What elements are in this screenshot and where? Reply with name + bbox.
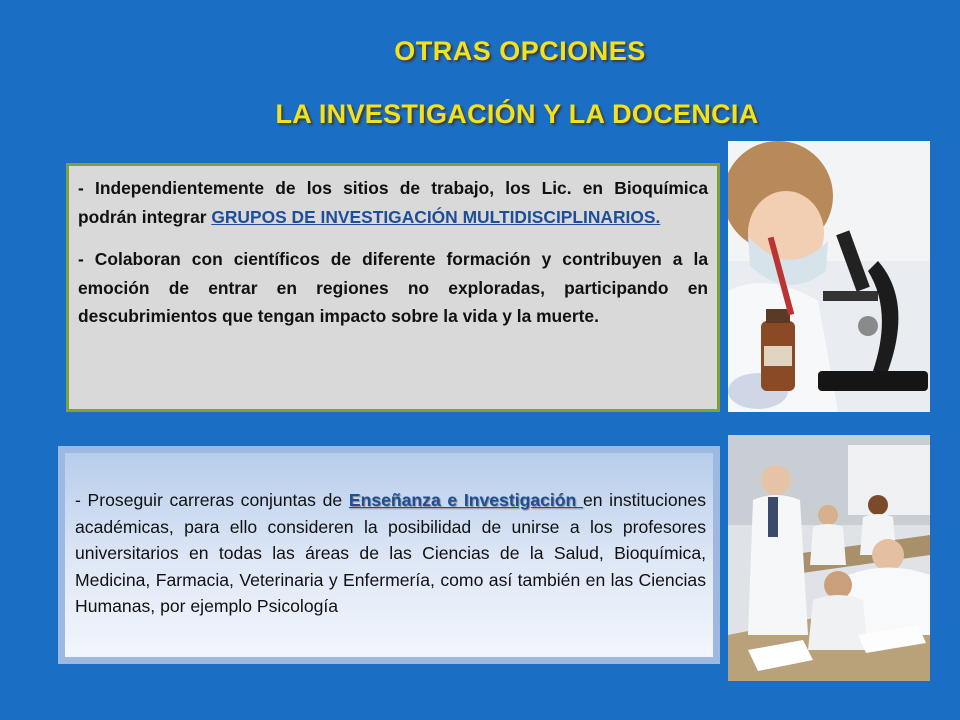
research-groups-link[interactable]: GRUPOS DE INVESTIGACIÓN MULTIDISCIPLINARIOS. [211,206,661,227]
research-paragraph-1-text: - Independientemente de los sitios de trabajo, los Lic. en Bioquímica podrán integrar [78,178,708,227]
research-text-box [66,163,720,412]
teaching-paragraph-prefix: - Proseguir carreras conjuntas de [75,490,349,510]
teaching-text-box-inner [65,453,713,657]
teaching-paragraph [75,487,706,620]
slide-title: OTRAS OPCIONES [394,36,646,66]
teaching-text-box [58,446,720,664]
research-paragraph-2: - Colaboran con científicos de diferente formación y contribuyen a la emoción de entrar en regiones no exploradas, participando en descubrimientos que tengan impacto sobre la vida y la muerte. [78,249,708,326]
teaching-paragraph-suffix: en instituciones académicas, para ello consideren la posibilidad de unirse a los profesores universitarios en todas las áreas de las Ciencias de la Salud, Bioquímica, Medicina, Farmacia, Veterinaria y Enfermería, como así también en las Ciencias Humanas, por ejemplo Psicología [75,490,706,617]
microscope-researcher-photo [728,141,930,412]
classroom-students-photo [728,435,930,681]
slide-subtitle: LA INVESTIGACIÓN Y LA DOCENCIA [275,99,759,129]
teaching-research-link[interactable]: Enseñanza e Investigación [348,490,583,510]
research-paragraph-1 [78,174,708,231]
